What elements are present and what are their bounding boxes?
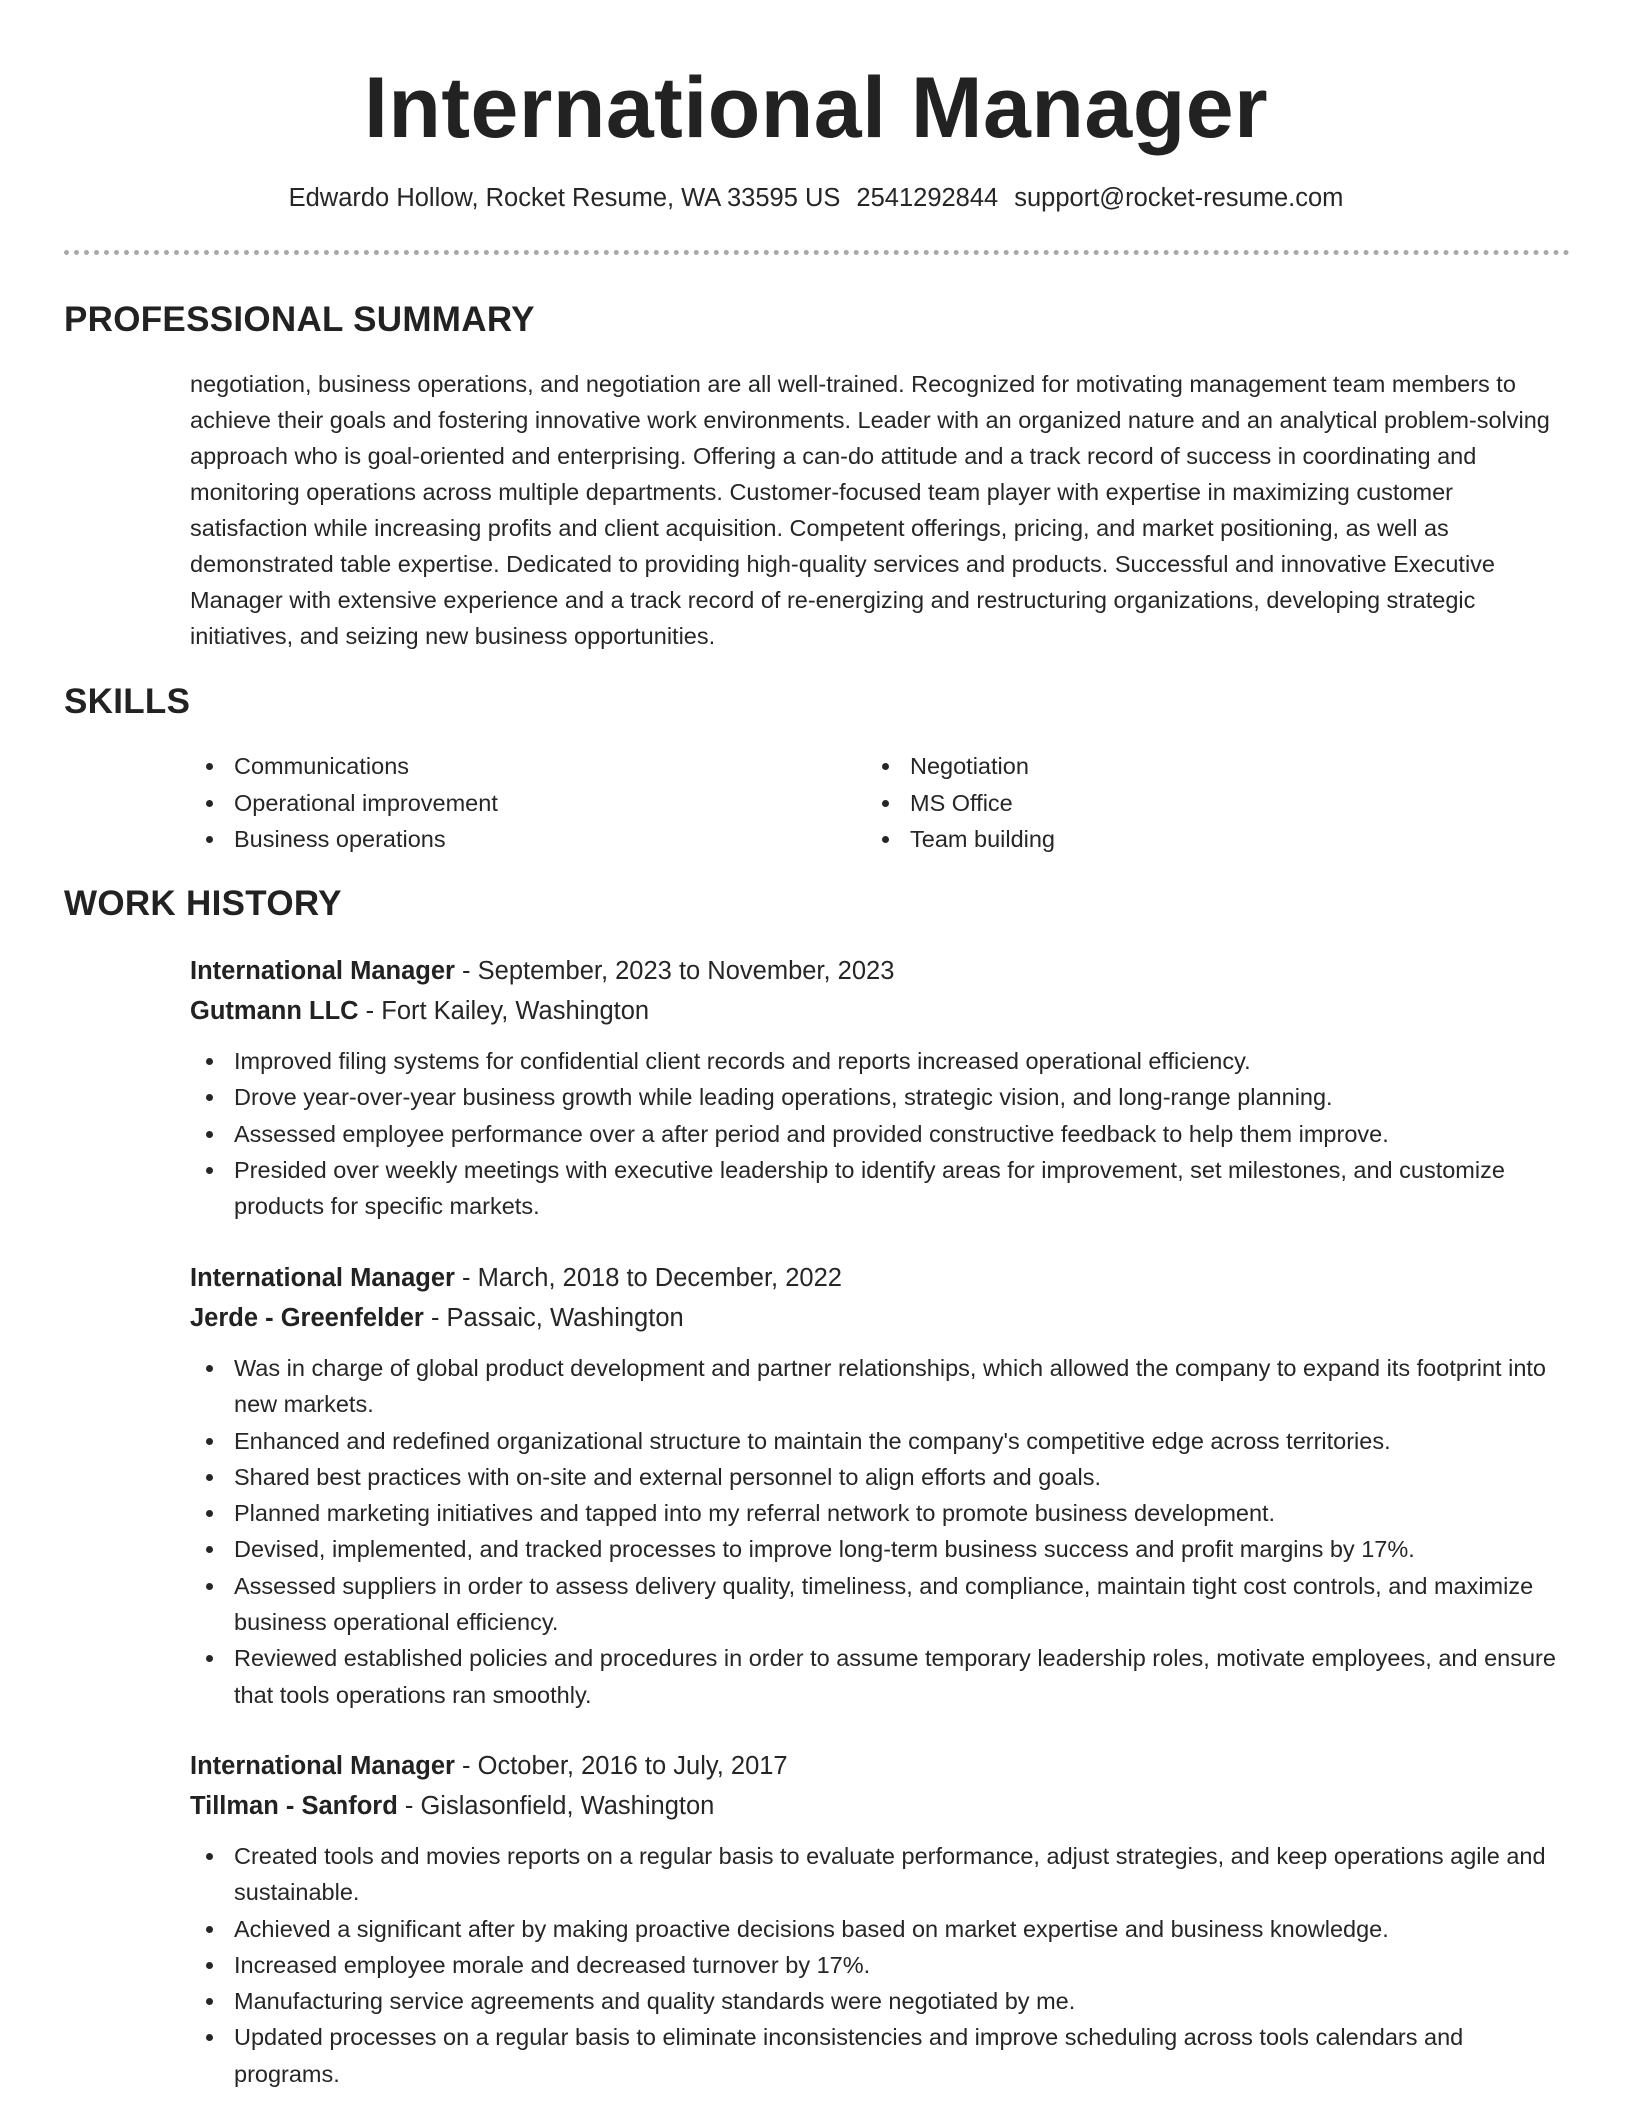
job-bullet-text: Assessed suppliers in order to assess delivery quality, timeliness, and compliance, maintain tight cost controls, and maximize business operational efficiency.: [234, 1572, 1534, 1636]
bullet-icon: [206, 1926, 213, 1933]
job-bullet-text: Updated processes on a regular basis to eliminate inconsistencies and improve scheduling across tools calendars and programs.: [234, 2024, 1464, 2087]
job-bullet: [190, 1350, 1575, 1423]
skill-label: MS Office: [910, 789, 1013, 816]
job-location: - Fort Kailey, Washington: [358, 997, 650, 1025]
job-bullet: [190, 1116, 1575, 1152]
job-bullet-text: Increased employee morale and decreased turnover by 17%.: [234, 1951, 871, 1978]
job-bullet: [190, 1640, 1575, 1713]
job-company-line: [190, 1298, 1575, 1338]
summary-text: negotiation, business operations, and negotiation are all well-trained. Recognized for motivating management team members to achieve their goals and fostering innovative work environments. Leader with an organized nature and an analytical problem-solving approach who is goal-oriented and enterprising. Offering a can-do attitude and a track record of success in coordinating and monitoring operations across multiple departments. Customer-focused team player with expertise in maximizing customer satisfaction while increasing profits and client acquisition. Competent offerings, pricing, and market positioning, as well as demonstrated table expertise. Dedicated to providing high-quality services and products. Successful and innovative Executive Manager with extensive experience and a track record of re-energizing and restructuring organizations, developing strategic initiatives, and seizing new business opportunities.: [190, 371, 1550, 649]
job-bullet: [190, 1531, 1575, 1567]
job-company: Jerde - Greenfelder: [190, 1304, 424, 1332]
job-company-line: [190, 991, 1575, 1031]
resume-title: International Manager: [363, 60, 1269, 156]
bullet-icon: [206, 1583, 213, 1590]
skill-label: Operational improvement: [234, 789, 498, 816]
bullet-icon: [206, 1655, 213, 1662]
job-bullet: [190, 1838, 1575, 1911]
bullet-icon: [206, 2034, 213, 2041]
job-title-line: [190, 951, 1575, 991]
job-company: Tillman - Sanford: [190, 1792, 398, 1820]
job-bullets: [190, 1838, 1575, 2092]
header-divider: [64, 250, 1570, 255]
bullet-icon: [882, 800, 889, 807]
bullet-icon: [882, 836, 889, 843]
skills-column-right: [866, 748, 1055, 858]
skill-item: [190, 821, 498, 858]
bullet-icon: [206, 836, 213, 843]
bullet-icon: [206, 1365, 213, 1372]
job-bullets: [190, 1350, 1575, 1713]
job-location: - Passaic, Washington: [423, 1304, 684, 1332]
job-dates: - October, 2016 to July, 2017: [454, 1752, 788, 1780]
bullet-icon: [206, 1546, 213, 1553]
job-location: - Gislasonfield, Washington: [397, 1792, 715, 1820]
job-bullet: [190, 1079, 1575, 1115]
job-bullet-text: Manufacturing service agreements and quality standards were negotiated by me.: [234, 1988, 1076, 2015]
job-bullet: [190, 1568, 1575, 1641]
bullet-icon: [206, 1962, 213, 1969]
bullet-icon: [206, 1853, 213, 1860]
job-dates: - September, 2023 to November, 2023: [454, 957, 895, 985]
job-dates: - March, 2018 to December, 2022: [454, 1264, 842, 1292]
job-bullet-text: Presided over weekly meetings with executive leadership to identify areas for improvement, set milestones, and customize products for specific markets.: [234, 1156, 1505, 1220]
job-bullet-text: Enhanced and redefined organizational structure to maintain the company's competitive edge across territories.: [234, 1427, 1391, 1454]
bullet-icon: [206, 763, 213, 770]
job-bullet: [190, 1152, 1575, 1225]
job-title-line: [190, 1258, 1575, 1298]
skill-item: [190, 785, 498, 822]
bullet-icon: [206, 1438, 213, 1445]
job-entry: [190, 1258, 1575, 1713]
skill-item: [866, 785, 1055, 822]
section-title-skills: SKILLS: [64, 682, 191, 721]
job-bullet-text: Reviewed established policies and procedures in order to assume temporary leadership roles, motivate employees, and ensure that tools operations ran smoothly.: [234, 1645, 1556, 1708]
contact-address: Edwardo Hollow, Rocket Resume, WA 33595 US: [288, 184, 841, 212]
contact-line: [0, 180, 1632, 216]
job-entry: [190, 951, 1575, 1224]
job-bullet: [190, 1043, 1575, 1079]
contact-email[interactable]: support@rocket-resume.com: [1014, 184, 1344, 212]
job-title: International Manager: [190, 1752, 455, 1780]
job-title: International Manager: [190, 957, 455, 985]
job-bullet-text: Planned marketing initiatives and tapped into my referral network to promote business development.: [234, 1500, 1276, 1527]
job-title-line: [190, 1746, 1575, 1786]
skill-label: Communications: [234, 753, 410, 779]
skill-label: Team building: [910, 826, 1056, 852]
job-bullet-text: Created tools and movies reports on a regular basis to evaluate performance, adjust strategies, and keep operations agile and sustainable.: [234, 1843, 1546, 1906]
contact-phone: 2541292844: [856, 184, 999, 212]
bullet-icon: [206, 1998, 213, 2005]
bullet-icon: [206, 1131, 213, 1138]
skill-label: Negotiation: [910, 753, 1029, 779]
job-bullet: [190, 1947, 1575, 1983]
section-title-work-history: WORK HISTORY: [64, 884, 342, 923]
job-bullet-text: Was in charge of global product development and partner relationships, which allowed the company to expand its footprint into new markets.: [234, 1355, 1546, 1418]
job-bullet: [190, 1983, 1575, 2019]
job-bullet: [190, 2019, 1575, 2092]
job-bullets: [190, 1043, 1575, 1224]
bullet-icon: [206, 1167, 213, 1174]
bullet-icon: [206, 1510, 213, 1517]
bullet-icon: [206, 1094, 213, 1101]
job-bullet-text: Drove year-over-year business growth while leading operations, strategic vision, and long-range planning.: [234, 1084, 1333, 1111]
job-bullet-text: Improved filing systems for confidential client records and reports increased operational efficiency.: [234, 1048, 1251, 1074]
job-bullet-text: Assessed employee performance over a after period and provided constructive feedback to help them improve.: [234, 1120, 1389, 1147]
job-bullet-text: Shared best practices with on-site and external personnel to align efforts and goals.: [234, 1463, 1101, 1490]
job-bullet: [190, 1459, 1575, 1495]
bullet-icon: [206, 1474, 213, 1481]
job-title: International Manager: [190, 1264, 455, 1292]
job-bullet-text: Devised, implemented, and tracked processes to improve long-term business success and profit margins by 17%.: [234, 1536, 1415, 1563]
section-title-summary: PROFESSIONAL SUMMARY: [64, 300, 535, 339]
job-company-line: [190, 1786, 1575, 1826]
job-bullet: [190, 1423, 1575, 1459]
skill-item: [190, 748, 498, 785]
bullet-icon: [206, 1058, 213, 1065]
skill-label: Business operations: [234, 826, 446, 852]
skill-item: [866, 748, 1055, 785]
skills-column-left: [190, 748, 498, 858]
job-entry: [190, 1746, 1575, 2092]
job-bullet: [190, 1911, 1575, 1947]
bullet-icon: [206, 800, 213, 807]
job-bullet: [190, 1495, 1575, 1531]
bullet-icon: [882, 763, 889, 770]
job-company: Gutmann LLC: [190, 997, 359, 1025]
job-bullet-text: Achieved a significant after by making proactive decisions based on market expertise and business knowledge.: [234, 1915, 1389, 1942]
skill-item: [866, 821, 1055, 858]
